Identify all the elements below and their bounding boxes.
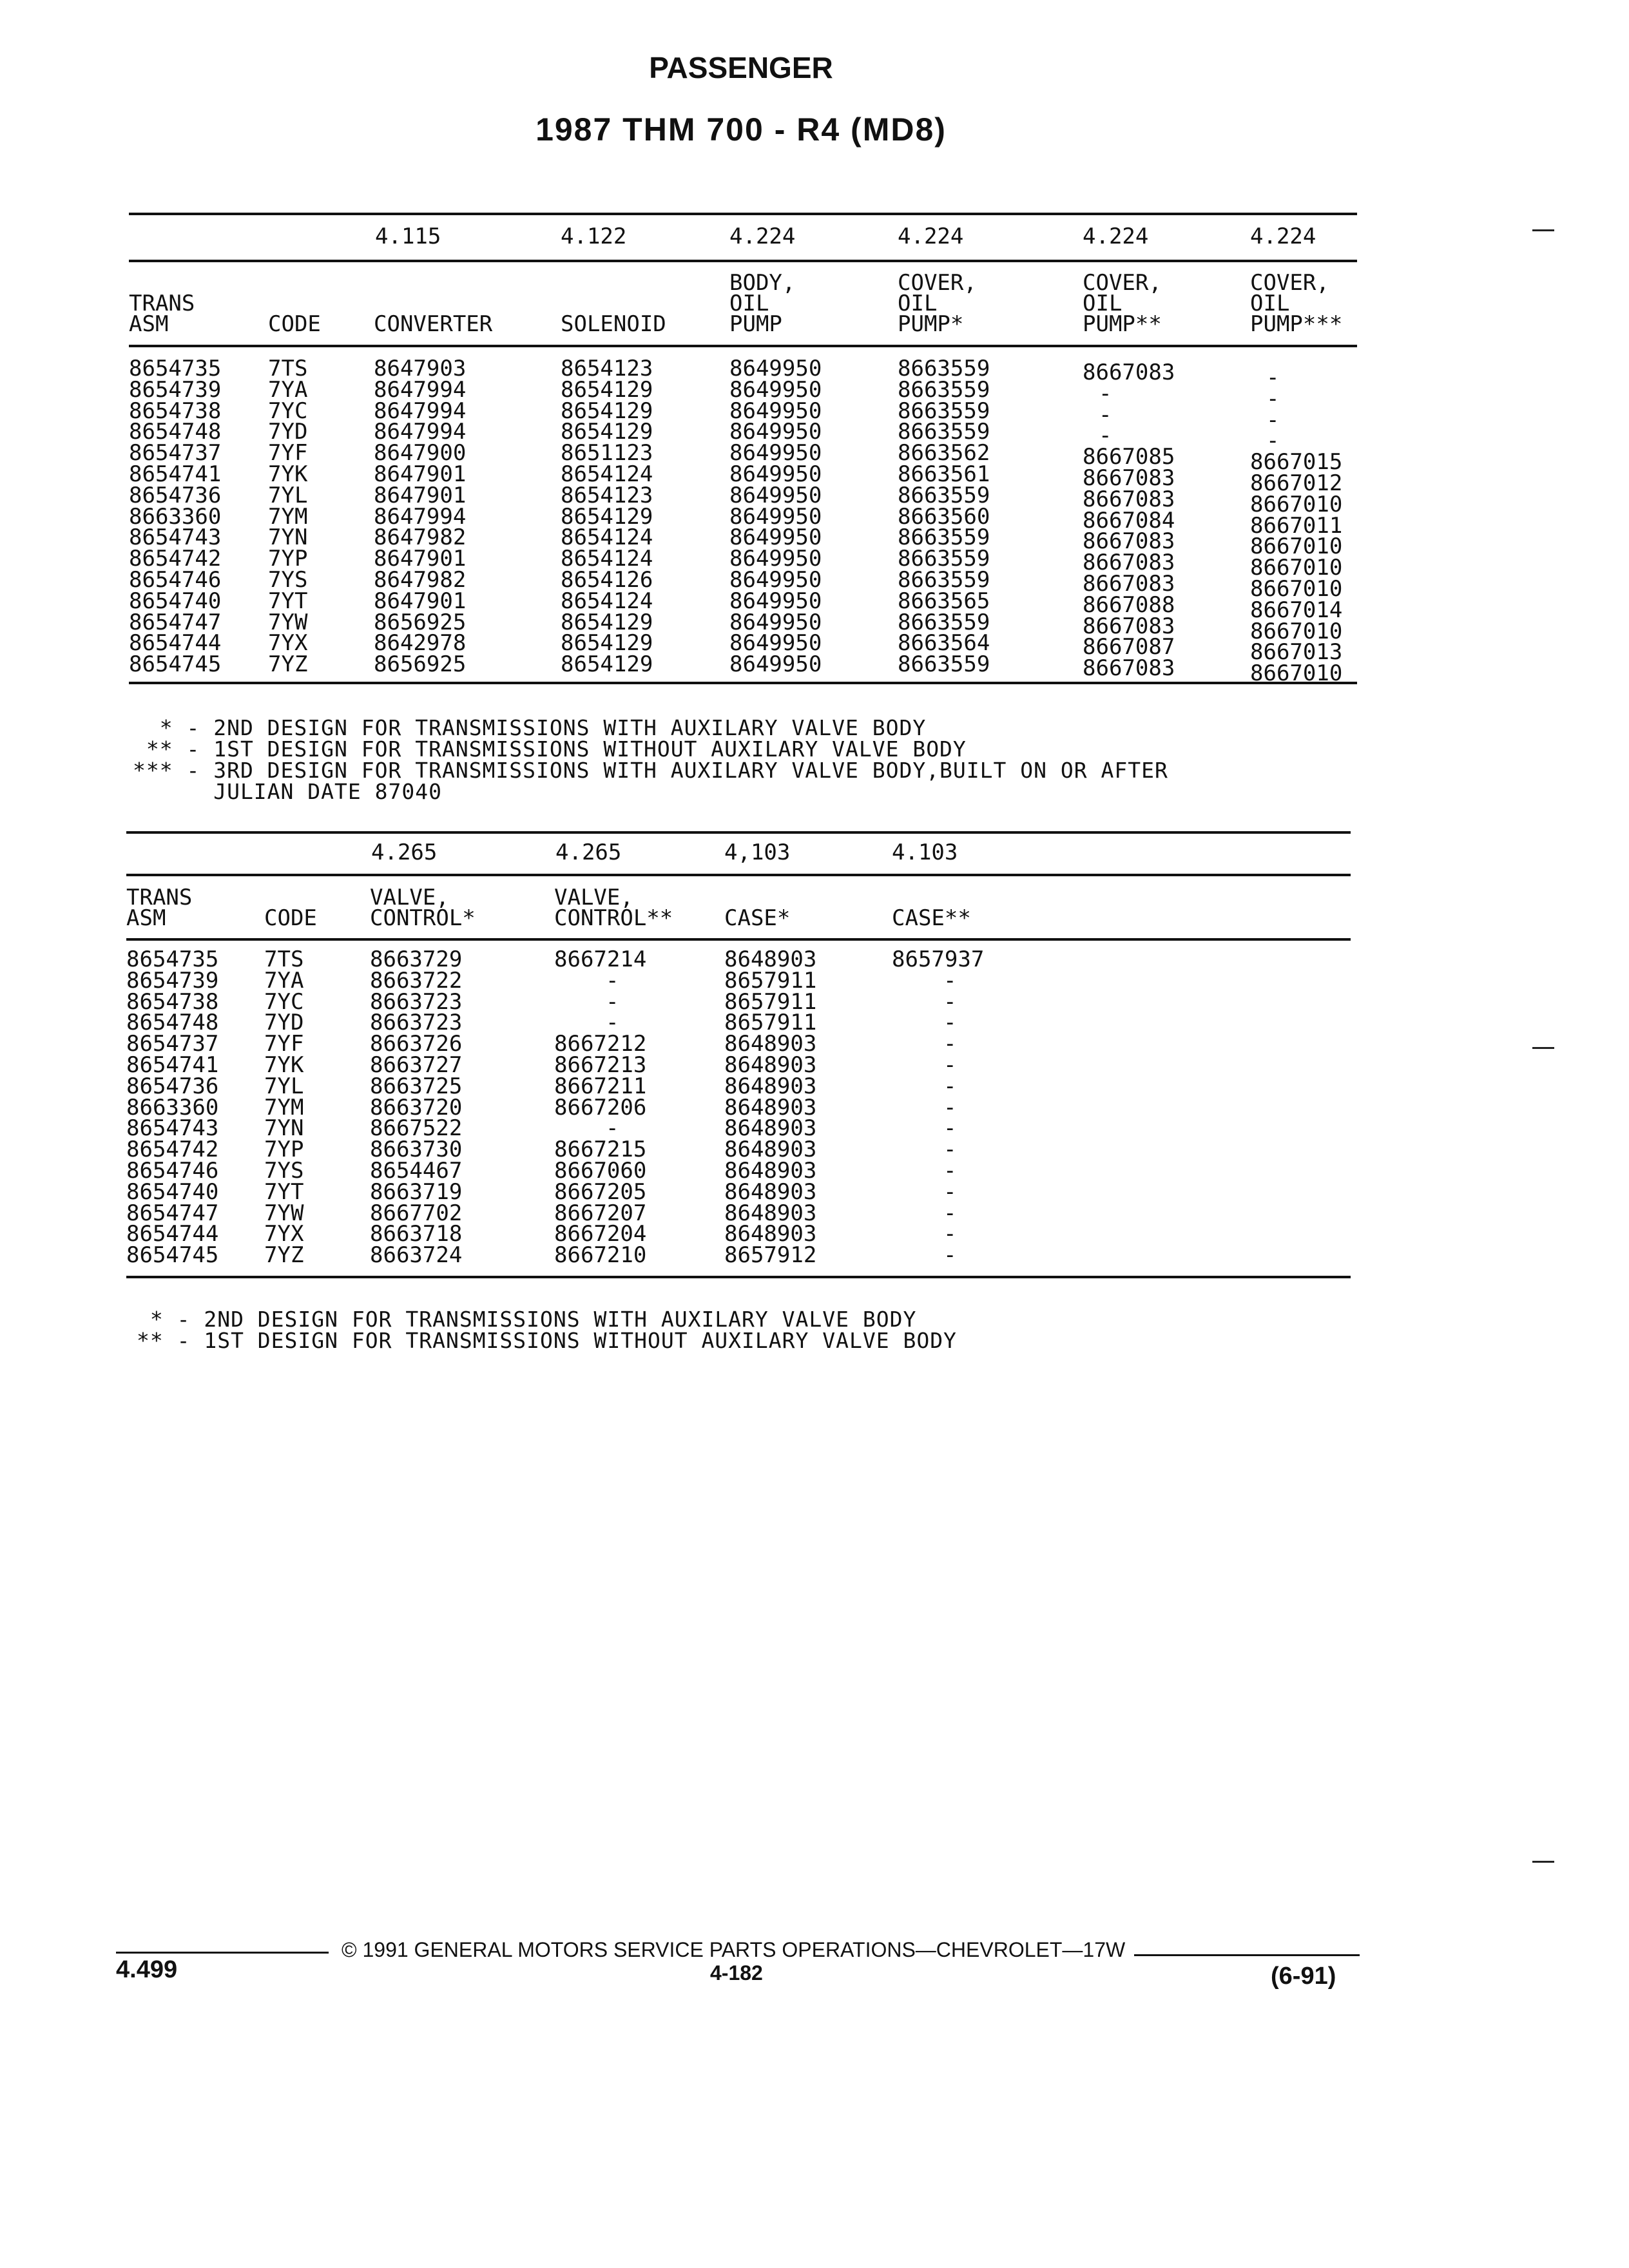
column-header: CASE* [724,905,791,931]
column-header-code: CODE [268,311,321,337]
ref-number: 4.224 [898,224,964,249]
table-cell: 8647982 [374,524,467,551]
table-cell: 7YT [268,588,308,614]
table-cell: - [943,1137,957,1163]
table-cell: 8663559 [898,546,990,572]
table-cell: 7YS [264,1158,304,1184]
table-cell: 8663559 [898,524,990,551]
column-header: COVER, [1083,270,1162,296]
table-cell: 8667010 [1250,618,1343,644]
table-cell: 8663722 [370,967,463,994]
ref-number: 4.115 [375,224,441,249]
table-cell: 8648903 [724,1052,817,1078]
table-cell: 7YN [268,524,308,551]
table-cell: 8648903 [724,947,817,972]
table-cell: 8654126 [561,567,653,593]
column-header: OIL [729,291,769,316]
table-cell: 8649950 [729,609,822,635]
table-cell: 8667204 [554,1221,647,1247]
table-cell: 8649950 [729,356,822,381]
table-cell: 8642978 [374,630,467,657]
table-cell: - [606,988,619,1015]
table-cell: - [943,1178,957,1205]
table-cell: 8648903 [724,1137,817,1163]
table-cell: 8649950 [729,588,822,614]
table-cell: 8649950 [729,376,822,403]
table-cell: 8649950 [729,524,822,551]
column-header-code: CODE [264,905,317,931]
table-cell: - [943,1010,957,1036]
table-cell: - [943,1200,957,1226]
column-header: CONTROL** [554,905,673,931]
column-header: OIL [1250,291,1290,316]
table-cell: 8648903 [724,1031,817,1057]
page-number: 4-182 [710,1961,763,1984]
column-header-trans: TRANS [129,291,195,316]
table-cell: 7YF [268,440,308,466]
table-cell: 8657911 [724,1010,817,1036]
table-cell: 7YS [268,567,308,593]
table-cell: 7YK [268,461,308,487]
table-cell: 8647900 [374,440,467,466]
table-cell: 8656925 [374,651,467,678]
table-bottom-rule [126,1276,1351,1278]
table-cell: 8663559 [898,651,990,678]
table-cell: 8654129 [561,419,653,445]
table-cell: 7YK [264,1052,304,1078]
table-cell: 8663360 [129,503,222,530]
table-cell: 8667083 [1083,465,1175,491]
table-cell: 8663565 [898,588,990,614]
table-cell: - [943,1052,957,1078]
table-cell: 8663559 [898,567,990,593]
table-cell: 8667210 [554,1242,647,1269]
table-cell: 8648903 [724,1094,817,1120]
ref-number: 4.265 [555,840,622,865]
table-cell: 8667085 [1083,444,1175,470]
table-cell: 8654735 [129,356,222,381]
footnote: ** - 1ST DESIGN FOR TRANSMISSIONS WITHOUT AUXILARY VALVE BODY [133,736,967,762]
table-cell: 8663720 [370,1094,463,1120]
margin-mark [1532,1047,1554,1049]
table-cell: 8663564 [898,630,990,657]
column-header: CASE** [892,905,971,931]
table-cell: 8654747 [126,1200,219,1226]
table-cell: 8663729 [370,947,463,972]
table-cell: 8667213 [554,1052,647,1078]
table-cell: 8647994 [374,398,467,424]
table-cell: 8649950 [729,503,822,530]
table-cell: 7YL [268,482,308,508]
table-cell: 8667060 [554,1158,647,1184]
table-cell: 7YW [264,1200,304,1226]
table-cell: 8647982 [374,567,467,593]
table-cell: 8667083 [1083,550,1175,576]
column-header: PUMP** [1083,311,1162,337]
table-cell: 7YZ [268,651,308,678]
table-cell: - [943,1158,957,1184]
table-cell: 8663559 [898,609,990,635]
table-cell: 8648903 [724,1158,817,1184]
table-cell: 8667522 [370,1115,463,1142]
ref-number: 4.224 [1250,224,1316,249]
table-cell: - [1266,385,1280,412]
footer-rule-right [1134,1954,1360,1956]
table-cell: 8667012 [1250,470,1343,496]
table-cell: 8647903 [374,356,467,381]
table-cell: 8667013 [1250,639,1343,666]
table-cell: 8654735 [126,947,219,972]
table-cell: 8667207 [554,1200,647,1226]
table-cell: 8657911 [724,988,817,1015]
page-subtitle: 1987 THM 700 - R4 (MD8) [535,111,947,148]
table-cell: 8663559 [898,376,990,403]
column-header-trans: ASM [129,311,169,337]
table-cell: 7YX [264,1221,304,1247]
table-cell: 8647994 [374,419,467,445]
table-cell: 7YA [268,376,308,403]
ref-number: 4.103 [892,840,958,865]
table-cell: 8667010 [1250,555,1343,581]
table-cell: 8654736 [129,482,222,508]
column-header: CONTROL* [370,905,476,931]
ref-number: 4.224 [729,224,796,249]
column-header-trans: TRANS [126,885,193,910]
margin-mark [1532,1861,1554,1863]
table-cell: - [1099,380,1112,407]
table-cell: - [943,1115,957,1142]
table-cell: 7TS [264,947,304,972]
table-cell: 8667083 [1083,486,1175,512]
table-cell: 8649950 [729,546,822,572]
ref-number: 4,103 [724,840,791,865]
table-cell: - [943,1031,957,1057]
table-cell: 8654748 [126,1010,219,1036]
table-cell: 8663718 [370,1221,463,1247]
column-header: COVER, [898,270,977,296]
column-header: BODY, [729,270,796,296]
table-cell: 8663727 [370,1052,463,1078]
table-cell: 8654746 [126,1158,219,1184]
table-cell: 7YP [268,546,308,572]
table-cell: 8667010 [1250,491,1343,517]
table-cell: 8663559 [898,419,990,445]
table-cell: 8667212 [554,1031,647,1057]
table-cell: - [1099,401,1112,428]
table-cell: - [1266,428,1280,454]
table-cell: 8654124 [561,588,653,614]
table-cell: 8663723 [370,1010,463,1036]
table-cell: 8667702 [370,1200,463,1226]
table-cell: 7YP [264,1137,304,1163]
table-cell: 8667010 [1250,533,1343,560]
table-cell: 8663730 [370,1137,463,1163]
table-cell: 8667083 [1083,613,1175,639]
column-header: VALVE, [370,885,449,910]
header-bottom-rule [129,345,1357,347]
table-cell: 8667014 [1250,597,1343,623]
table-cell: 8648903 [724,1115,817,1142]
table-cell: - [606,967,619,994]
table-cell: 8654124 [561,546,653,572]
table-cell: 8654742 [126,1137,219,1163]
copyright-line: © 1991 GENERAL MOTORS SERVICE PARTS OPERATIONS—CHEVROLET—17W [342,1938,1126,1961]
table-cell: - [943,967,957,994]
table-cell: 8654741 [129,461,222,487]
footer-rule-left [116,1952,329,1954]
table-cell: 8663560 [898,503,990,530]
table-cell: 8654129 [561,630,653,657]
revision-date: (6-91) [1271,1963,1336,1990]
table-cell: 7YN [264,1115,304,1142]
table-cell: 8663559 [898,398,990,424]
table-cell: 7YX [268,630,308,657]
table-cell: 8667206 [554,1094,647,1120]
header-bottom-rule [126,938,1351,941]
table-cell: - [1266,407,1280,433]
table-cell: 8654740 [126,1178,219,1205]
table-cell: 8654748 [129,419,222,445]
table-cell: 8654737 [126,1031,219,1057]
table-cell: 7TS [268,356,308,381]
table-cell: 8654124 [561,524,653,551]
table-cell: 8667010 [1250,660,1343,687]
column-header: VALVE, [554,885,633,910]
table-cell: 8667084 [1083,507,1175,533]
column-header-trans: ASM [126,905,166,931]
table-cell: 8667083 [1083,528,1175,555]
margin-mark [1532,229,1554,231]
table-cell: 8663725 [370,1073,463,1099]
column-header: PUMP*** [1250,311,1343,337]
ref-number: 4.265 [371,840,438,865]
table-cell: 8667211 [554,1073,647,1099]
table-cell: 8654736 [126,1073,219,1099]
table-cell: 8648903 [724,1200,817,1226]
table-cell: 8663561 [898,461,990,487]
column-header: CONVERTER [374,311,493,337]
table-top-rule [129,213,1357,215]
table-cell: 8647994 [374,376,467,403]
column-header: PUMP [729,311,782,337]
table-cell: 8667083 [1083,571,1175,597]
table-cell: 8654738 [129,398,222,424]
table-cell: 8667010 [1250,576,1343,602]
table-cell: 8649950 [729,482,822,508]
ref-number: 4.224 [1083,224,1149,249]
table-cell: 8654743 [129,524,222,551]
footnote: ** - 1ST DESIGN FOR TRANSMISSIONS WITHOUT AUXILARY VALVE BODY [137,1328,957,1353]
table-cell: 8663726 [370,1031,463,1057]
footnote: *** - 3RD DESIGN FOR TRANSMISSIONS WITH AUXILARY VALVE BODY,BUILT ON OR AFTER [133,758,1168,783]
table-cell: 7YC [264,988,304,1015]
table-cell: 8648903 [724,1221,817,1247]
table-cell: 8654744 [129,630,222,657]
table-cell: 8667083 [1083,655,1175,682]
table-cell: 8647994 [374,503,467,530]
column-header: OIL [1083,291,1123,316]
table-cell: 8667011 [1250,512,1343,539]
table-cell: 8647901 [374,461,467,487]
column-header: COVER, [1250,270,1329,296]
section-number: 4.499 [116,1956,178,1983]
table-cell: - [1266,365,1280,390]
table-cell: 8654743 [126,1115,219,1142]
table-cell: 8649950 [729,651,822,678]
ref-number: 4.122 [561,224,627,249]
table-cell: 8663723 [370,988,463,1015]
table-cell: 8654739 [129,376,222,403]
table-cell: 8649950 [729,440,822,466]
table-cell: 8654740 [129,588,222,614]
table-cell: 8649950 [729,567,822,593]
column-header: PUMP* [898,311,964,337]
table-cell: - [1099,423,1112,449]
table-cell: 8656925 [374,609,467,635]
table-cell: 8663724 [370,1242,463,1269]
table-cell: 8654129 [561,651,653,678]
table-cell: 7YM [264,1094,304,1120]
table-cell: 7YM [268,503,308,530]
table-cell: 8649950 [729,461,822,487]
table-cell: 8654739 [126,967,219,994]
table-cell: 8657911 [724,967,817,994]
table-top-rule [126,831,1351,834]
table-cell: - [606,1010,619,1036]
table-cell: 8654129 [561,398,653,424]
table-cell: 8654747 [129,609,222,635]
table-cell: 8667087 [1083,634,1175,660]
page-title: PASSENGER [649,51,833,84]
table-cell: 8663719 [370,1178,463,1205]
table-cell: 8663360 [126,1094,219,1120]
table-cell: 8649950 [729,398,822,424]
table-cell: 7YD [264,1010,304,1036]
table-cell: 8667205 [554,1178,647,1205]
table-cell: 7YF [264,1031,304,1057]
table-cell: 8654129 [561,376,653,403]
table-cell: 8648903 [724,1073,817,1099]
table-cell: 8648903 [724,1178,817,1205]
table-cell: 8654745 [126,1242,219,1269]
table-cell: 8654742 [129,546,222,572]
table-cell: 8654745 [129,651,222,678]
table-cell: 7YL [264,1073,304,1099]
table-cell: 8654467 [370,1158,463,1184]
table-cell: 8654746 [129,567,222,593]
table-cell: 7YC [268,398,308,424]
table-cell: - [943,1094,957,1120]
column-header: OIL [898,291,938,316]
table-cell: 8654123 [561,482,653,508]
table-cell: 8663559 [898,482,990,508]
table-cell: 7YA [264,967,304,994]
table-cell: 8651123 [561,440,653,466]
table-cell: - [943,1242,957,1269]
footnote: * - 2ND DESIGN FOR TRANSMISSIONS WITH AUXILARY VALVE BODY [133,715,927,740]
table-cell: 8647901 [374,588,467,614]
footnote: JULIAN DATE 87040 [133,779,442,804]
table-cell: 8654738 [126,988,219,1015]
table-cell: 8667215 [554,1137,647,1163]
table-cell: 8657912 [724,1242,817,1269]
table-cell: 8654129 [561,503,653,530]
table-cell: 8654124 [561,461,653,487]
footnote: * - 2ND DESIGN FOR TRANSMISSIONS WITH AUXILARY VALVE BODY [137,1307,917,1332]
table-cell: 7YT [264,1178,304,1205]
table-cell: - [606,1115,619,1142]
header-top-rule [129,260,1357,262]
table-cell: - [943,1073,957,1099]
table-cell: 8649950 [729,419,822,445]
column-header: SOLENOID [561,311,666,337]
table-cell: 8649950 [729,630,822,657]
table-bottom-rule [129,682,1357,684]
table-cell: 8647901 [374,482,467,508]
table-cell: 7YD [268,419,308,445]
table-cell: 8667015 [1250,449,1343,476]
table-cell: 8657937 [892,947,985,972]
table-cell: 8654737 [129,440,222,466]
table-cell: 8654123 [561,356,653,381]
table-cell: 8667083 [1083,360,1175,385]
table-cell: 7YZ [264,1242,304,1269]
table-cell: - [943,1221,957,1247]
table-cell: 7YW [268,609,308,635]
table-cell: 8663562 [898,440,990,466]
table-cell: 8654129 [561,609,653,635]
table-cell: 8647901 [374,546,467,572]
header-top-rule [126,874,1351,876]
table-cell: 8667088 [1083,591,1175,618]
table-cell: 8667214 [554,947,647,972]
table-cell: 8654744 [126,1221,219,1247]
table-cell: - [943,988,957,1015]
table-cell: 8663559 [898,356,990,381]
table-cell: 8654741 [126,1052,219,1078]
